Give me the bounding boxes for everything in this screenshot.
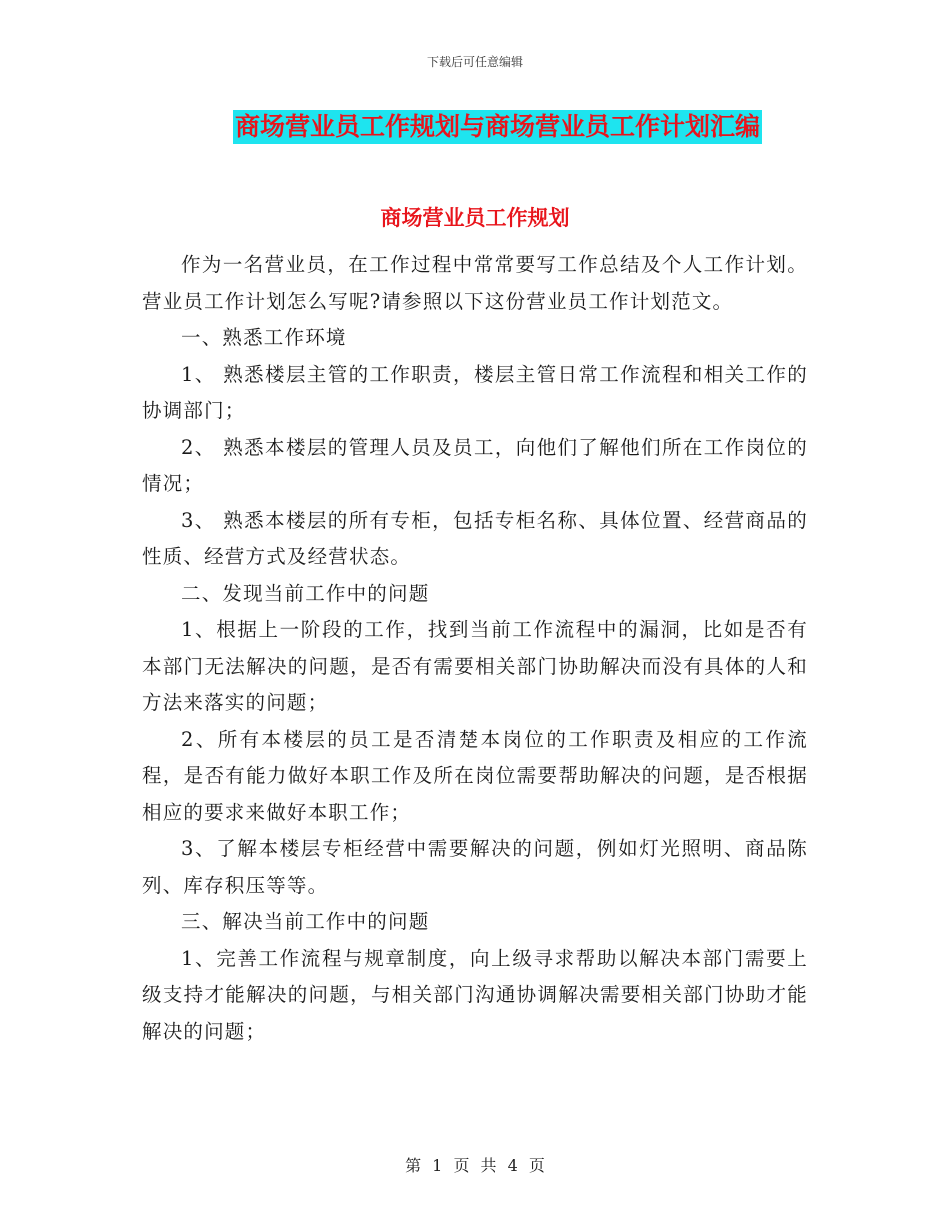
document-body <box>142 247 808 1050</box>
header-note: 下载后可任意编辑 <box>426 55 523 69</box>
paragraph: 作为一名营业员，在工作过程中常常要写工作总结及个人工作计划。营业员工作计划怎么写呢?请参照以下这份营业员工作计划范文。 <box>142 253 808 313</box>
section-title: 商场营业员工作规划 <box>380 206 570 230</box>
heading-paragraph: 三、解决当前工作中的问题 <box>181 910 430 933</box>
paragraph: 3、了解本楼层专柜经营中需要解决的问题，例如灯光照明、商品陈列、库存积压等等。 <box>142 837 808 897</box>
document-title-wrap <box>0 110 950 144</box>
paragraph: 1、根据上一阶段的工作，找到当前工作流程中的漏洞，比如是否有本部门无法解决的问题，是否有需要相关部门协助解决而没有具体的人和方法来落实的问题； <box>142 618 808 714</box>
heading-paragraph: 二、发现当前工作中的问题 <box>181 581 430 605</box>
page-footer: 第 1 页 共 4 页 <box>405 1156 545 1175</box>
heading-paragraph: 一、熟悉工作环境 <box>181 326 347 349</box>
document-title: 商场营业员工作规划与商场营业员工作计划汇编 <box>233 110 762 144</box>
paragraph: 3、 熟悉本楼层的所有专柜，包括专柜名称、具体位置、经营商品的性质、经营方式及经营状态。 <box>142 508 808 568</box>
paragraph: 2、所有本楼层的员工是否清楚本岗位的工作职责及相应的工作流程，是否有能力做好本职工作及所在岗位需要帮助解决的问题，是否根据相应的要求来做好本职工作； <box>142 727 808 824</box>
paragraph: 1、 熟悉楼层主管的工作职责，楼层主管日常工作流程和相关工作的协调部门； <box>142 362 808 422</box>
paragraph: 1、完善工作流程与规章制度，向上级寻求帮助以解决本部门需要上级支持才能解决的问题，与相关部门沟通协调解决需要相关部门协助才能解决的问题； <box>142 946 808 1043</box>
paragraph: 2、 熟悉本楼层的管理人员及员工，向他们了解他们所在工作岗位的情况； <box>142 435 808 495</box>
